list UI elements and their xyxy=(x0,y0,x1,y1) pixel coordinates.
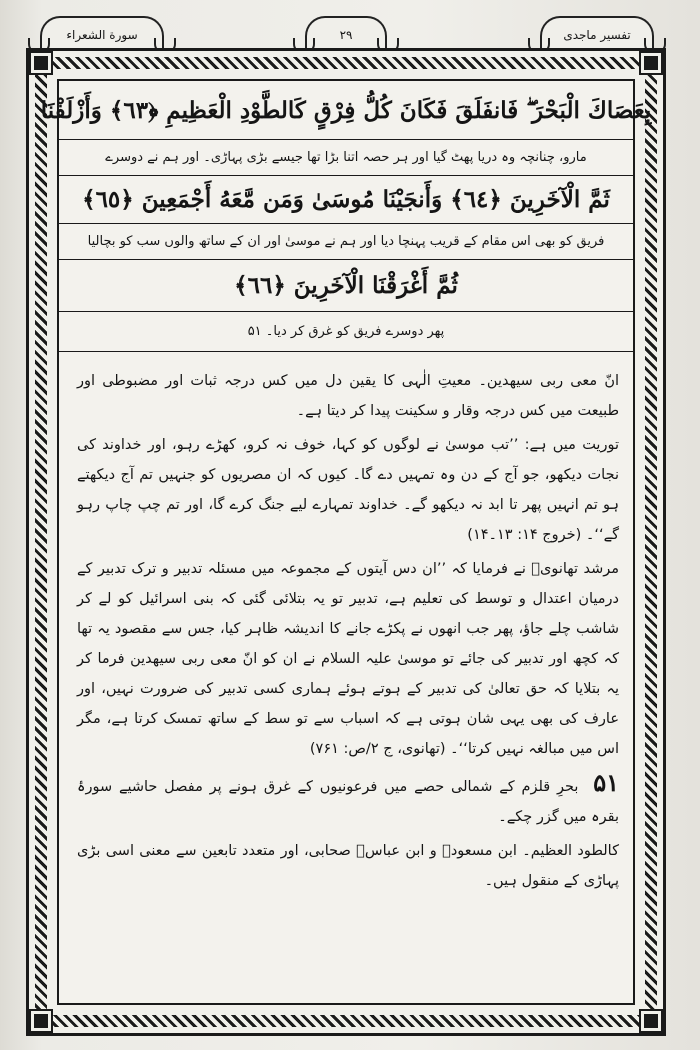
verse-line-2: ثَمَّ الْآخَرِينَ ﴿٦٤﴾ وَأَنجَيْنَا مُوسَىٰ وَمَن مَّعَهُ أَجْمَعِينَ ﴿٦٥﴾ xyxy=(59,175,633,224)
header-page-cartouche xyxy=(305,16,387,52)
verse-table xyxy=(40,81,652,356)
commentary-paragraph-5: کالطود العظیم۔ ابن مسعودؓ و ابن عباسؓ صحابی، اور متعدد تابعین سے معنی اسی بڑی پہاڑی کے منقول ہیں۔ xyxy=(77,843,619,889)
header-surah-name: سورة الشعراء xyxy=(66,28,138,42)
commentary-paragraph-4 xyxy=(77,768,619,832)
footnote-text: بحرِ قلزم کے شمالی حصے میں فرعونیوں کے غرق ہونے پر مفصل حاشیے سورۂ بقرہ میں گزر چکے۔ xyxy=(77,779,619,825)
verse-line-3: ثُمَّ أَغْرَقْنَا الْآخَرِينَ ﴿٦٦﴾ xyxy=(59,259,633,312)
translation-line-3: پھر دوسرے فریق کو غرق کر دیا۔ ۵۱ xyxy=(59,311,633,352)
ornamental-frame xyxy=(26,48,666,1036)
corner-ornament-icon xyxy=(31,53,51,73)
header-surah-cartouche xyxy=(40,16,164,52)
translation-line-1: مارو، چنانچہ وہ دریا پھٹ گیا اور ہر حصہ اتنا بڑا تھا جیسے بڑی پہاڑی۔ اور ہم نے دوسرے xyxy=(59,139,633,176)
commentary-paragraph-2: توریت میں ہے: ’’تب موسیٰ نے لوگوں کو کہا، خوف نہ کرو، کھڑے رہو، اور خداوند کی نجات دیکھو، جو آج کے دن وہ تمہیں دے گا۔ کیوں کہ ان مصریوں کو جنہیں تم آج دیکھتے ہو تم انہیں پھر تا ابد نہ دیکھو گے۔ خداوند تمہارے لیے جنگ کرے گا، اور تم چپ چاپ رہو گے‘‘۔ (خروج ۱۴: ۱۳۔۱۴) xyxy=(77,437,619,543)
corner-ornament-icon xyxy=(641,53,661,73)
header-book-name: تفسیر ماجدی xyxy=(563,28,631,42)
commentary-paragraph-1: انّ معی ربی سیھدین۔ معیتِ الٰہی کا یقین دل میں کس درجہ ثبات اور مضبوطی اور طبیعت میں کس درجہ وقار و سکینت پیدا کر دیتا ہے۔ xyxy=(77,373,619,419)
content-area xyxy=(40,79,652,1005)
commentary-paragraph-3: مرشد تھانویؒ نے فرمایا کہ ’’ان دس آیتوں کے مجموعہ میں مسئلہ تدبیر و ترک تدبیر کے درمیان اعتدال و توسط کی تعلیم ہے، تدبیر تو یہ بتلائی گئی کہ بنی اسرائیل کو لے کر شاشب چلے جاؤ، پھر جب انھوں نے پکڑے جانے کا اندیشہ ظاہر کیا، جس سے مقصود یہ تھا کہ کچھ اور تدبیر کی جائے تو موسیٰ علیہ السلام نے ان کو انّ معی ربی سیھدین فرما کر یہ بتلایا کہ حق تعالیٰ کی تدبیر کے ہوتے ہوئے ہماری کسی تدبیر کی ضرورت نہیں، اور عارف کی بھی یہی شان ہوتی ہے کہ اسباب سے تو سط کے ساتھ تمسک کرتا ہے، مگر اس میں مبالغہ نہیں کرتا‘‘۔ (تھانوی، ج ۲/ص: ۷۶۱) xyxy=(77,561,619,757)
footnote-number: ۵۱ xyxy=(593,768,620,797)
corner-ornament-icon xyxy=(641,1011,661,1031)
verse-line-1: بِعَصَاكَ الْبَحْرَ ۖ فَانفَلَقَ فَكَانَ كُلُّ فِرْقٍ كَالطَّوْدِ الْعَظِيمِ ﴿٦٣﴾ وَأَزْلَفْنَا xyxy=(59,81,633,140)
commentary xyxy=(77,366,619,989)
page-number: ٢٩ xyxy=(339,28,353,42)
translation-line-2: فریق کو بھی اس مقام کے قریب پہنچا دیا اور ہم نے موسیٰ اور ان کے ساتھ والوں سب کو بچالیا xyxy=(59,223,633,260)
header-book-cartouche xyxy=(540,16,654,52)
corner-ornament-icon xyxy=(31,1011,51,1031)
